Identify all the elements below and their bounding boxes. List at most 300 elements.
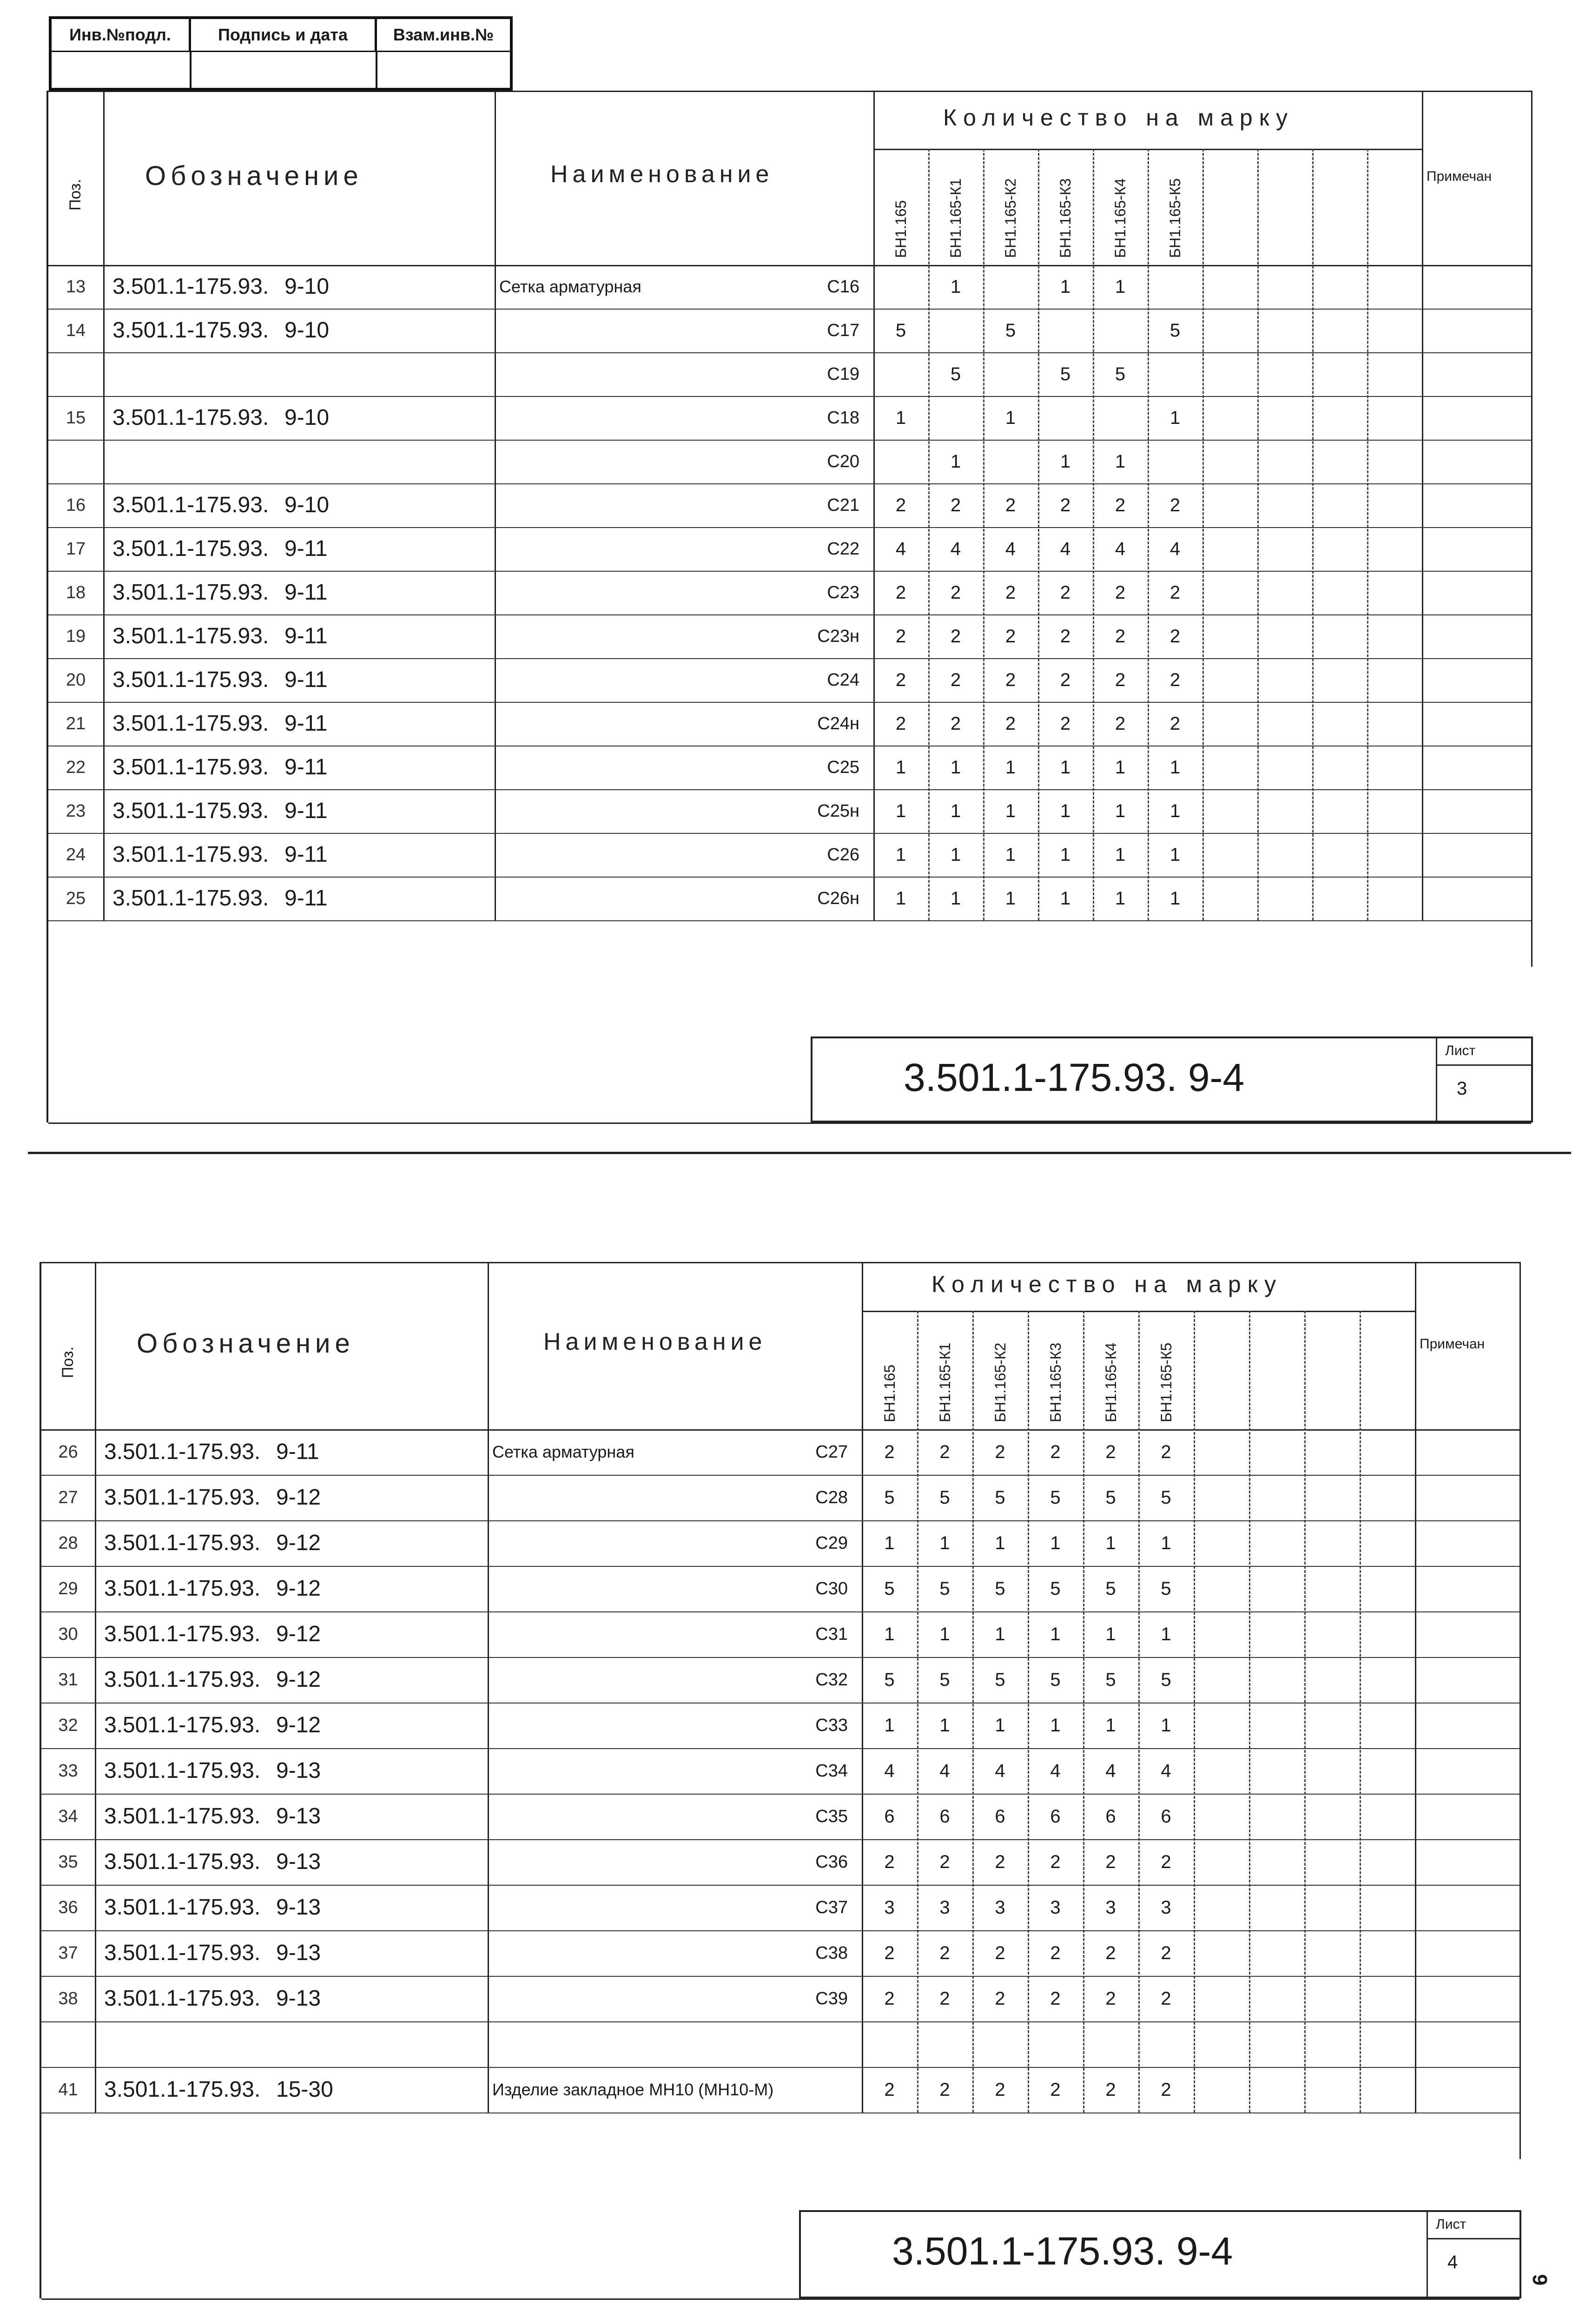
row-quantity: 5 <box>884 1670 895 1690</box>
quantity-subcolumn-divider <box>972 1311 974 2113</box>
row-quantity: 2 <box>939 2080 950 2100</box>
quantity-subcolumn-divider <box>983 149 984 920</box>
row-quantity: 5 <box>1060 364 1071 384</box>
row-quantity: 5 <box>939 1487 950 1508</box>
row-mark: С27 <box>815 1442 848 1462</box>
row-quantity: 2 <box>884 1943 895 1963</box>
row-quantity: 4 <box>1105 1761 1116 1781</box>
row-quantity: 1 <box>1050 1715 1061 1736</box>
row-quantity: 2 <box>995 1988 1005 2009</box>
row-quantity: 1 <box>884 1715 895 1736</box>
row-quantity: 1 <box>895 845 906 865</box>
row-code: 3.501.1-175.93. <box>104 1439 261 1464</box>
row-quantity: 1 <box>1115 451 1126 472</box>
sheet-bottom-border <box>41 2298 1519 2300</box>
row-quantity: 2 <box>1169 495 1181 515</box>
row-quantity: 2 <box>995 1943 1005 1963</box>
row-mark: С26н <box>817 889 859 908</box>
row-quantity: 2 <box>950 626 961 647</box>
row-quantity: 1 <box>1060 451 1071 472</box>
row-pos: 18 <box>66 583 86 602</box>
row-pos: 22 <box>66 758 86 777</box>
row-quantity: 1 <box>884 1533 895 1553</box>
header-mark-label: БН1.165-К2 <box>991 1342 1009 1422</box>
row-quantity: 1 <box>1005 845 1016 865</box>
row-quantity: 2 <box>1115 582 1126 603</box>
column-divider <box>488 1262 489 2113</box>
header-quantity: Количество на марку <box>931 1271 1283 1297</box>
row-quantity: 2 <box>1060 670 1071 690</box>
row-code: 3.501.1-175.93. <box>112 755 269 779</box>
row-sheet: 9-12 <box>276 1713 321 1737</box>
spec-sheet-1 <box>46 91 1529 1122</box>
row-quantity: 5 <box>995 1578 1005 1599</box>
row-border <box>48 309 1531 310</box>
header-note: Примечан <box>1420 1336 1485 1352</box>
row-quantity: 2 <box>1005 670 1016 690</box>
row-quantity: 1 <box>1105 1533 1116 1553</box>
row-quantity: 2 <box>995 2080 1005 2100</box>
header-designation: Обозначение <box>145 160 363 191</box>
row-pos: 30 <box>58 1624 78 1644</box>
row-quantity: 1 <box>1005 888 1016 909</box>
row-code: 3.501.1-175.93. <box>112 667 269 692</box>
row-quantity: 1 <box>1115 888 1126 909</box>
row-mark: С23н <box>817 627 859 646</box>
row-sheet: 9-11 <box>284 667 328 692</box>
column-divider <box>495 91 496 920</box>
row-sheet: 9-10 <box>284 493 330 517</box>
row-code: 3.501.1-175.93. <box>104 1941 261 1965</box>
row-quantity: 1 <box>1161 1533 1171 1553</box>
row-name: Сетка арматурная <box>492 1442 634 1461</box>
row-quantity: 2 <box>1060 626 1071 647</box>
row-quantity: 4 <box>939 1761 950 1781</box>
row-mark: С36 <box>815 1852 848 1872</box>
row-quantity: 4 <box>995 1761 1005 1781</box>
row-quantity: 5 <box>895 320 906 341</box>
row-pos: 32 <box>58 1716 78 1735</box>
row-border <box>48 833 1531 834</box>
row-sheet: 9-11 <box>284 842 328 867</box>
row-pos: 16 <box>66 495 86 515</box>
row-quantity: 1 <box>950 888 961 909</box>
row-quantity: 2 <box>1169 626 1181 647</box>
row-quantity: 3 <box>1105 1897 1116 1918</box>
row-sheet: 9-10 <box>284 318 330 343</box>
row-pos: 27 <box>58 1488 78 1507</box>
header-bottom-border <box>48 265 1531 266</box>
row-quantity: 2 <box>950 582 961 603</box>
row-quantity: 1 <box>950 801 961 821</box>
row-quantity: 5 <box>1115 364 1126 384</box>
row-quantity: 1 <box>995 1715 1005 1736</box>
column-divider <box>1531 91 1533 967</box>
row-mark: С19 <box>827 364 859 384</box>
row-quantity: 2 <box>895 495 906 515</box>
quantity-subcolumn-divider <box>1148 149 1149 920</box>
row-quantity: 2 <box>895 582 906 603</box>
row-name: Сетка арматурная <box>499 277 641 296</box>
row-sheet: 9-11 <box>284 624 328 648</box>
row-mark: С31 <box>815 1624 848 1644</box>
row-sheet: 9-12 <box>276 1531 321 1555</box>
header-mark-label: БН1.165-К3 <box>1047 1342 1064 1422</box>
row-mark: С35 <box>815 1807 848 1826</box>
quantity-subcolumn-divider <box>1304 1311 1306 2113</box>
row-border <box>41 1657 1519 1658</box>
row-border <box>41 1839 1519 1840</box>
row-quantity: 4 <box>895 539 906 559</box>
row-sheet: 9-10 <box>284 405 330 430</box>
quantity-subcolumn-divider <box>1083 1311 1084 2113</box>
row-quantity: 4 <box>950 539 961 559</box>
row-quantity: 5 <box>1050 1487 1061 1508</box>
stamp-sign-label: Подпись и дата <box>191 19 377 51</box>
row-quantity: 4 <box>1060 539 1071 559</box>
row-code: 3.501.1-175.93. <box>112 274 269 299</box>
row-quantity: 2 <box>1161 2080 1171 2100</box>
row-quantity: 1 <box>1169 408 1181 428</box>
row-quantity: 5 <box>1050 1670 1061 1690</box>
row-quantity: 1 <box>895 801 906 821</box>
header-mark-label: БН1.165-К4 <box>1102 1342 1119 1422</box>
row-quantity: 2 <box>939 1943 950 1963</box>
row-quantity: 1 <box>895 408 906 428</box>
row-quantity: 6 <box>1050 1806 1061 1827</box>
row-border <box>48 440 1531 441</box>
row-quantity: 2 <box>1161 1852 1171 1872</box>
row-quantity: 1 <box>1169 757 1181 778</box>
row-border <box>41 2067 1519 2068</box>
title-block-divider <box>1436 1064 1531 1066</box>
row-border <box>48 789 1531 790</box>
row-quantity: 2 <box>895 670 906 690</box>
row-quantity: 3 <box>939 1897 950 1918</box>
row-quantity: 5 <box>884 1487 895 1508</box>
row-pos: 35 <box>58 1852 78 1872</box>
row-border <box>41 1611 1519 1612</box>
sheet-bottom-border <box>48 1122 1531 1124</box>
row-border <box>41 1885 1519 1886</box>
row-sheet: 9-12 <box>276 1667 321 1692</box>
row-quantity: 1 <box>939 1533 950 1553</box>
row-quantity: 6 <box>995 1806 1005 1827</box>
row-quantity: 2 <box>1105 1943 1116 1963</box>
title-block-divider <box>1427 2238 1519 2239</box>
row-quantity: 6 <box>884 1806 895 1827</box>
header-bottom-border <box>41 1429 1519 1431</box>
row-quantity: 6 <box>939 1806 950 1827</box>
row-mark: С24н <box>817 714 859 733</box>
title-block-divider <box>1427 2210 1428 2298</box>
row-code: 3.501.1-175.93. <box>104 1531 261 1555</box>
row-mark: С37 <box>815 1898 848 1917</box>
row-sheet: 9-12 <box>276 1576 321 1601</box>
row-quantity: 2 <box>1169 582 1181 603</box>
row-quantity: 1 <box>1060 277 1071 297</box>
row-code: 3.501.1-175.93. <box>104 1485 261 1510</box>
row-quantity: 2 <box>1115 495 1126 515</box>
row-pos: 29 <box>58 1579 78 1598</box>
row-border <box>41 1794 1519 1795</box>
header-pos: Поз. <box>66 178 84 211</box>
row-quantity: 5 <box>1169 320 1181 341</box>
row-quantity: 2 <box>1060 713 1071 734</box>
margin-page-number: 9 <box>1528 2274 1552 2286</box>
row-border <box>41 1930 1519 1931</box>
header-pos: Поз. <box>59 1347 77 1378</box>
column-divider <box>873 91 875 920</box>
row-quantity: 2 <box>1005 626 1016 647</box>
quantity-subcolumn-divider <box>1138 1311 1140 2113</box>
document-title: 3.501.1-175.93. 9-4 <box>904 1056 1245 1099</box>
row-pos: 33 <box>58 1761 78 1781</box>
row-border <box>41 1748 1519 1749</box>
row-quantity: 1 <box>884 1624 895 1644</box>
row-pos: 24 <box>66 845 86 865</box>
row-quantity: 2 <box>939 1852 950 1872</box>
row-quantity: 1 <box>950 845 961 865</box>
row-quantity: 2 <box>1105 1442 1116 1462</box>
row-mark: С25 <box>827 758 859 777</box>
row-pos: 21 <box>66 714 86 733</box>
row-quantity: 2 <box>1161 1988 1171 2009</box>
row-quantity: 2 <box>1005 582 1016 603</box>
row-code: 3.501.1-175.93. <box>112 799 269 823</box>
row-sheet: 15-30 <box>276 2077 333 2102</box>
quantity-subcolumn-divider <box>1093 149 1094 920</box>
row-quantity: 2 <box>1050 1852 1061 1872</box>
row-quantity: 2 <box>939 1988 950 2009</box>
row-quantity: 2 <box>1169 670 1181 690</box>
row-pos: 41 <box>58 2080 78 2100</box>
sheet-top-border <box>48 91 1531 92</box>
header-mark-label: БН1.165-К1 <box>947 178 964 258</box>
row-code: 3.501.1-175.93. <box>104 1713 261 1737</box>
header-mark-label: БН1.165-К2 <box>1002 178 1019 258</box>
row-quantity: 1 <box>939 1624 950 1644</box>
row-quantity: 2 <box>895 713 906 734</box>
row-pos: 38 <box>58 1989 78 2008</box>
row-mark: С25н <box>817 801 859 821</box>
row-quantity: 1 <box>895 757 906 778</box>
row-mark: С30 <box>815 1579 848 1598</box>
row-border <box>48 877 1531 878</box>
stamp-divider <box>376 51 377 88</box>
row-pos: 28 <box>58 1533 78 1553</box>
row-mark: С26 <box>827 845 859 865</box>
column-divider <box>103 91 105 920</box>
header-quantity: Количество на марку <box>943 104 1295 131</box>
row-mark: С32 <box>815 1670 848 1690</box>
row-quantity: 2 <box>1060 582 1071 603</box>
row-sheet: 9-11 <box>284 580 328 605</box>
row-code: 3.501.1-175.93. <box>112 842 269 867</box>
row-quantity: 2 <box>950 495 961 515</box>
row-code: 3.501.1-175.93. <box>104 1895 261 1920</box>
row-code: 3.501.1-175.93. <box>112 536 269 561</box>
row-quantity: 3 <box>995 1897 1005 1918</box>
row-quantity: 5 <box>1105 1670 1116 1690</box>
row-sheet: 9-10 <box>284 274 330 299</box>
row-code: 3.501.1-175.93. <box>112 318 269 343</box>
row-sheet: 9-13 <box>276 1758 321 1783</box>
row-mark: С18 <box>827 408 859 428</box>
sheet-top-border <box>41 1262 1519 1263</box>
row-sheet: 9-11 <box>284 755 328 779</box>
row-border <box>41 1976 1519 1977</box>
row-code: 3.501.1-175.93. <box>104 1804 261 1829</box>
row-code: 3.501.1-175.93. <box>104 1622 261 1646</box>
row-quantity: 4 <box>1115 539 1126 559</box>
row-mark: С20 <box>827 452 859 471</box>
row-quantity: 2 <box>1050 2080 1061 2100</box>
column-divider <box>862 1262 863 2113</box>
row-quantity: 1 <box>939 1715 950 1736</box>
row-quantity: 3 <box>1050 1897 1061 1918</box>
quantity-subcolumn-divider <box>1028 1311 1029 2113</box>
quantity-subcolumn-divider <box>1194 1311 1195 2113</box>
row-code: 3.501.1-175.93. <box>104 1576 261 1601</box>
row-quantity: 2 <box>1115 713 1126 734</box>
document-title: 3.501.1-175.93. 9-4 <box>892 2229 1233 2273</box>
row-quantity: 1 <box>1060 888 1071 909</box>
quantity-subcolumn-divider <box>928 149 930 920</box>
row-pos: 15 <box>66 408 86 428</box>
row-quantity: 3 <box>884 1897 895 1918</box>
row-quantity: 2 <box>1050 1943 1061 1963</box>
row-quantity: 5 <box>950 364 961 384</box>
row-quantity: 5 <box>939 1578 950 1599</box>
row-code: 3.501.1-175.93. <box>112 580 269 605</box>
row-quantity: 1 <box>1005 757 1016 778</box>
row-quantity: 1 <box>1050 1624 1061 1644</box>
row-quantity: 4 <box>1169 539 1181 559</box>
row-quantity: 2 <box>884 2080 895 2100</box>
row-border <box>48 920 1531 921</box>
header-mark-label: БН1.165-К4 <box>1112 178 1129 258</box>
sheet-number: 3 <box>1457 1078 1467 1099</box>
row-quantity: 1 <box>1169 845 1181 865</box>
row-sheet: 9-11 <box>284 886 328 911</box>
row-border <box>48 352 1531 353</box>
row-quantity: 2 <box>1161 1442 1171 1462</box>
row-quantity: 5 <box>939 1670 950 1690</box>
row-pos: 14 <box>66 321 86 340</box>
row-code: 3.501.1-175.93. <box>112 886 269 911</box>
row-quantity: 5 <box>1105 1578 1116 1599</box>
row-quantity: 4 <box>1050 1761 1061 1781</box>
row-border <box>41 1566 1519 1567</box>
column-divider <box>1415 1262 1416 2113</box>
row-quantity: 5 <box>1050 1578 1061 1599</box>
row-mark: С24 <box>827 670 859 690</box>
row-quantity: 4 <box>1161 1761 1171 1781</box>
row-quantity: 1 <box>995 1624 1005 1644</box>
row-quantity: 3 <box>1161 1897 1171 1918</box>
row-quantity: 4 <box>884 1761 895 1781</box>
row-quantity: 2 <box>1060 495 1071 515</box>
stamp-divider <box>190 51 192 88</box>
row-code: 3.501.1-175.93. <box>112 624 269 648</box>
row-quantity: 4 <box>1005 539 1016 559</box>
row-mark: С17 <box>827 321 859 340</box>
row-sheet: 9-11 <box>276 1439 319 1464</box>
row-quantity: 1 <box>1115 757 1126 778</box>
row-quantity: 1 <box>1060 757 1071 778</box>
row-border <box>48 658 1531 659</box>
row-code: 3.501.1-175.93. <box>104 1758 261 1783</box>
row-quantity: 6 <box>1161 1806 1171 1827</box>
row-border <box>41 2021 1519 2022</box>
row-border <box>48 614 1531 615</box>
sheet-number: 4 <box>1447 2252 1458 2272</box>
row-quantity: 6 <box>1105 1806 1116 1827</box>
row-quantity: 1 <box>1169 801 1181 821</box>
row-sheet: 9-11 <box>284 711 328 736</box>
row-quantity: 1 <box>1060 801 1071 821</box>
column-divider <box>1519 1262 1521 2159</box>
row-quantity: 5 <box>1161 1487 1171 1508</box>
row-quantity: 1 <box>1115 277 1126 297</box>
row-quantity: 2 <box>1050 1442 1061 1462</box>
row-quantity: 5 <box>995 1487 1005 1508</box>
row-pos: 34 <box>58 1807 78 1826</box>
header-mark-label: БН1.165-К5 <box>1167 178 1183 258</box>
row-quantity: 1 <box>895 888 906 909</box>
quantity-subcolumn-divider <box>1249 1311 1250 2113</box>
row-quantity: 5 <box>1005 320 1016 341</box>
row-name: Изделие закладное МН10 (МН10-М) <box>492 2080 774 2099</box>
row-code: 3.501.1-175.93. <box>104 1667 261 1692</box>
row-quantity: 2 <box>1105 1852 1116 1872</box>
row-quantity: 2 <box>884 1442 895 1462</box>
title-block-divider <box>1436 1037 1437 1122</box>
row-quantity: 1 <box>1005 408 1016 428</box>
row-quantity: 2 <box>1050 1988 1061 2009</box>
row-quantity: 5 <box>995 1670 1005 1690</box>
row-quantity: 1 <box>1115 845 1126 865</box>
quantity-subcolumn-divider <box>1312 149 1314 920</box>
row-quantity: 5 <box>1161 1670 1171 1690</box>
row-code: 3.501.1-175.93. <box>112 493 269 517</box>
row-quantity: 1 <box>1161 1715 1171 1736</box>
row-quantity: 2 <box>950 713 961 734</box>
quantity-subcolumn-divider <box>917 1311 918 2113</box>
stamp-vzam-label: Взам.инв.№ <box>393 25 494 44</box>
row-border <box>48 571 1531 572</box>
row-mark: С33 <box>815 1716 848 1735</box>
row-sheet: 9-13 <box>276 1849 321 1874</box>
header-name: Наименование <box>543 1328 767 1355</box>
header-mark-label: БН1.165 <box>892 200 909 258</box>
row-quantity: 1 <box>1161 1624 1171 1644</box>
row-quantity: 1 <box>1169 888 1181 909</box>
row-code: 3.501.1-175.93. <box>104 1986 261 2011</box>
row-quantity: 1 <box>950 277 961 297</box>
row-quantity: 2 <box>1105 2080 1116 2100</box>
column-divider <box>1422 91 1423 920</box>
row-sheet: 9-11 <box>284 536 328 561</box>
row-pos: 17 <box>66 539 86 559</box>
row-pos: 19 <box>66 627 86 646</box>
row-quantity: 5 <box>884 1578 895 1599</box>
row-mark: С16 <box>827 277 859 297</box>
row-sheet: 9-12 <box>276 1622 321 1646</box>
row-mark: С23 <box>827 583 859 602</box>
header-note: Примечан <box>1427 168 1492 184</box>
